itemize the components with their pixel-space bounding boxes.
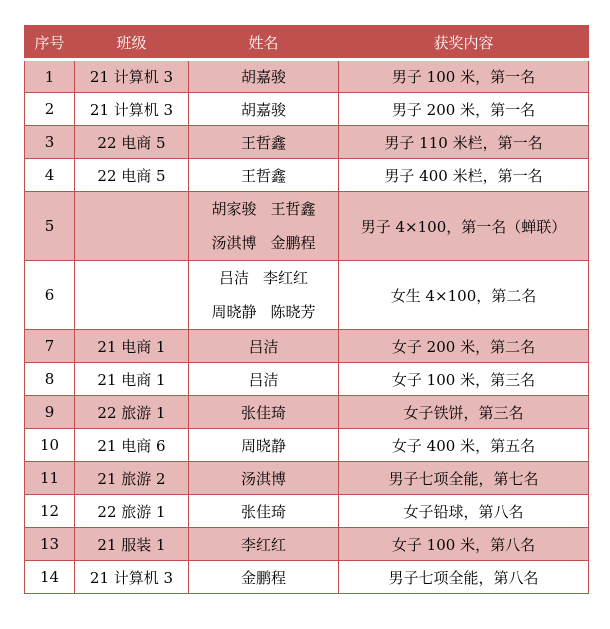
row-name: 王哲鑫 <box>189 159 339 192</box>
row-class <box>75 192 189 261</box>
table-row <box>25 462 589 495</box>
row-no: 1 <box>25 60 75 93</box>
row-no: 4 <box>25 159 75 192</box>
row-no: 9 <box>25 396 75 429</box>
table-row <box>25 126 589 159</box>
row-award: 男子七项全能，第八名 <box>339 561 589 594</box>
table-row <box>25 159 589 192</box>
header-class: 班级 <box>75 26 189 60</box>
row-class: 21 服装 1 <box>75 528 189 561</box>
row-class: 21 电商 6 <box>75 429 189 462</box>
row-no: 12 <box>25 495 75 528</box>
table-row <box>25 261 589 330</box>
table-row <box>25 396 589 429</box>
name-line <box>189 226 338 260</box>
member-name: 陈晓芳 <box>270 303 316 321</box>
table-row <box>25 93 589 126</box>
table-row <box>25 495 589 528</box>
row-no: 2 <box>25 93 75 126</box>
row-class: 21 计算机 3 <box>75 60 189 93</box>
row-no: 7 <box>25 330 75 363</box>
table-row <box>25 60 589 93</box>
row-name: 胡嘉骏 <box>189 93 339 126</box>
header-no: 序号 <box>25 26 75 60</box>
row-name: 李红红 <box>189 528 339 561</box>
row-no: 3 <box>25 126 75 159</box>
row-class: 22 电商 5 <box>75 126 189 159</box>
row-class: 21 电商 1 <box>75 363 189 396</box>
row-no: 8 <box>25 363 75 396</box>
member-name: 金鹏程 <box>270 234 316 252</box>
table-row <box>25 561 589 594</box>
row-name: 吕洁 <box>189 363 339 396</box>
row-name: 张佳琦 <box>189 495 339 528</box>
row-name: 王哲鑫 <box>189 126 339 159</box>
row-no: 6 <box>25 261 75 330</box>
row-class: 22 旅游 1 <box>75 495 189 528</box>
row-name: 胡嘉骏 <box>189 60 339 93</box>
name-line <box>189 295 338 329</box>
row-class <box>75 261 189 330</box>
member-name: 胡家骏 <box>211 200 257 218</box>
table-row <box>25 429 589 462</box>
row-award: 男子 110 米栏，第一名 <box>339 126 589 159</box>
row-no: 5 <box>25 192 75 261</box>
member-name: 吕洁 <box>218 269 249 287</box>
header-row <box>25 26 589 60</box>
row-class: 22 电商 5 <box>75 159 189 192</box>
row-names <box>189 261 339 330</box>
row-no: 13 <box>25 528 75 561</box>
member-name: 王哲鑫 <box>270 200 316 218</box>
row-class: 21 计算机 3 <box>75 93 189 126</box>
member-name: 李红红 <box>263 269 309 287</box>
table-row <box>25 528 589 561</box>
header-award: 获奖内容 <box>339 26 589 60</box>
row-award: 女子 100 米，第三名 <box>339 363 589 396</box>
row-award: 女生 4×100，第二名 <box>339 261 589 330</box>
row-name: 吕洁 <box>189 330 339 363</box>
table-row <box>25 192 589 261</box>
row-class: 21 计算机 3 <box>75 561 189 594</box>
row-name: 汤淇博 <box>189 462 339 495</box>
row-name: 张佳琦 <box>189 396 339 429</box>
row-award: 男子 4×100，第一名（蝉联） <box>339 192 589 261</box>
row-award: 男子七项全能，第七名 <box>339 462 589 495</box>
name-line <box>189 261 338 295</box>
row-award: 女子铅球，第八名 <box>339 495 589 528</box>
row-award: 女子 100 米，第八名 <box>339 528 589 561</box>
row-class: 22 旅游 1 <box>75 396 189 429</box>
member-name: 汤淇博 <box>211 234 257 252</box>
row-award: 男子 200 米，第一名 <box>339 93 589 126</box>
row-class: 21 旅游 2 <box>75 462 189 495</box>
row-award: 男子 100 米，第一名 <box>339 60 589 93</box>
row-no: 10 <box>25 429 75 462</box>
row-names <box>189 192 339 261</box>
row-name: 金鹏程 <box>189 561 339 594</box>
row-name: 周晓静 <box>189 429 339 462</box>
row-no: 11 <box>25 462 75 495</box>
row-award: 女子铁饼，第三名 <box>339 396 589 429</box>
row-award: 男子 400 米栏，第一名 <box>339 159 589 192</box>
row-award: 女子 400 米，第五名 <box>339 429 589 462</box>
row-class: 21 电商 1 <box>75 330 189 363</box>
awards-table <box>24 25 589 594</box>
table-row <box>25 363 589 396</box>
row-no: 14 <box>25 561 75 594</box>
row-award: 女子 200 米，第二名 <box>339 330 589 363</box>
table-row <box>25 330 589 363</box>
name-line <box>189 192 338 226</box>
header-name: 姓名 <box>189 26 339 60</box>
member-name: 周晓静 <box>211 303 257 321</box>
